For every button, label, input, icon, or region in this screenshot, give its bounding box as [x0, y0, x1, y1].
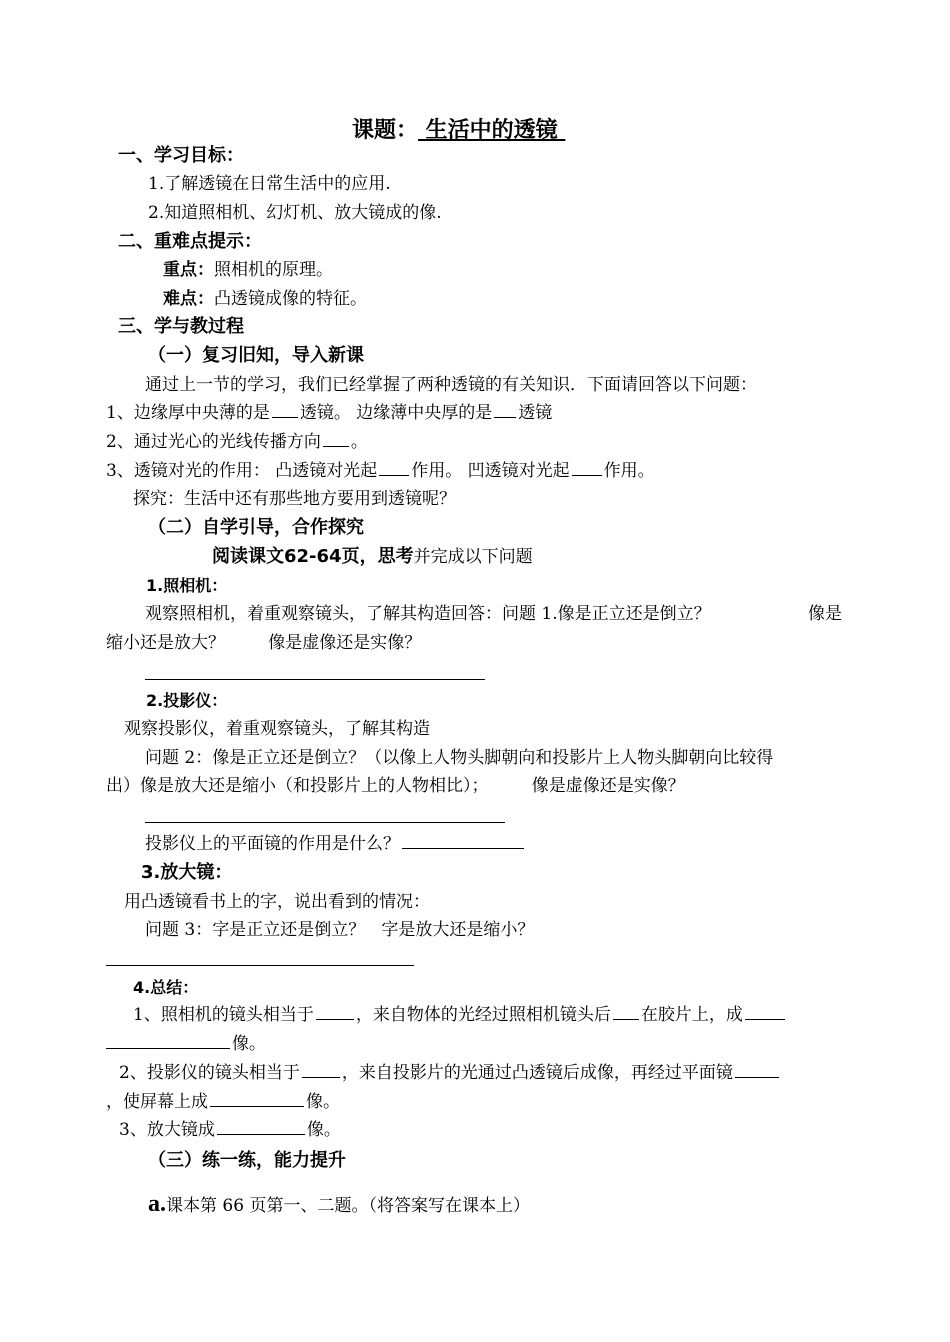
s3-text-b: 像。 [306, 1120, 341, 1140]
s2-blank-1[interactable] [302, 1062, 340, 1078]
projector-mirror-question [145, 833, 526, 855]
section-2-heading: 二、重难点提示： [118, 231, 262, 252]
q3-text-c: 作用。 [603, 461, 655, 481]
key-point-text: 照相机的原理。 [214, 260, 333, 280]
practice-item-marker: a. [148, 1191, 166, 1217]
camera-line-1-end: 像是 [808, 604, 842, 624]
review-question-1 [106, 402, 552, 424]
s2-text-d: 像。 [306, 1092, 340, 1112]
title-name: 生活中的透镜 [418, 117, 566, 143]
s1-blank-1[interactable] [316, 1004, 354, 1020]
projector-heading: 2.投影仪： [146, 691, 228, 710]
s1-text-b: ，来自物体的光经过照相机镜头后 [355, 1005, 611, 1025]
explore-question: 探究：生活中还有那些地方要用到透镜呢？ [133, 489, 456, 509]
difficult-point-text: 凸透镜成像的特征。 [214, 289, 367, 309]
key-point [163, 259, 333, 281]
projector-line-3: 出）像是放大还是缩小（和投影片上的人物相比）； 像是虚像还是实像？ [106, 776, 685, 796]
q1-text-b: 透镜。 边缘薄中央厚的是 [299, 403, 493, 423]
difficult-point [163, 288, 367, 310]
title-prefix: 课题： [352, 117, 419, 143]
summary-item-1 [133, 1004, 787, 1026]
s1-blank-2[interactable] [613, 1004, 639, 1020]
review-question-2 [106, 431, 368, 453]
objective-1: 1.了解透镜在日常生活中的应用. [148, 174, 391, 194]
reading-rest: 并完成以下问题 [413, 547, 533, 567]
objective-2: 2.知道照相机、幻灯机、放大镜成的像. [148, 203, 442, 223]
q2-text-b: 。 [350, 432, 368, 452]
summary-item-3 [119, 1119, 341, 1141]
projector-line-1: 观察投影仪，着重观察镜头，了解其构造 [124, 719, 430, 739]
page-title [352, 116, 565, 144]
camera-answer-line[interactable] [145, 679, 485, 680]
q1-blank-1[interactable] [272, 402, 298, 418]
magnifier-line-1: 用凸透镜看书上的字，说出看到的情况： [124, 892, 430, 912]
q3-blank-1[interactable] [379, 460, 409, 476]
mirror-question-text: 投影仪上的平面镜的作用是什么？ [145, 834, 400, 854]
magnifier-heading: 3.放大镜： [141, 862, 233, 883]
section-1-heading: 一、学习目标： [118, 145, 244, 166]
difficult-point-label: 难点： [163, 289, 214, 309]
review-question-3 [106, 460, 655, 482]
q2-text-a: 2、通过光心的光线传播方向 [106, 432, 321, 452]
camera-line-2: 缩小还是放大？ 像是虚像还是实像？ [106, 633, 422, 653]
mirror-answer-blank[interactable] [402, 833, 524, 849]
reading-bold: 阅读课文62-64页，思考 [212, 546, 414, 567]
s1-text-c: 在胶片上，成 [640, 1005, 743, 1025]
summary-heading: 4.总结： [133, 978, 199, 997]
part-3-heading: （三）练一练，能力提升 [148, 1150, 346, 1171]
s1-blank-3[interactable] [745, 1004, 785, 1020]
s3-text-a: 3、放大镜成 [119, 1120, 215, 1140]
part-2-heading: （二）自学引导，合作探究 [148, 517, 364, 538]
q3-text-b: 作用。 凹透镜对光起 [411, 461, 570, 481]
s2-blank-2[interactable] [735, 1062, 779, 1078]
s2-text-b: ，来自投影片的光通过凸透镜后成像，再经过平面镜 [341, 1063, 733, 1083]
q1-text-a: 1、边缘厚中央薄的是 [106, 403, 270, 423]
practice-item [148, 1190, 530, 1220]
q2-blank[interactable] [323, 431, 349, 447]
magnifier-line-2: 问题 3：字是正立还是倒立？ 字是放大还是缩小？ [145, 920, 535, 940]
part-1-heading: （一）复习旧知，导入新课 [148, 345, 364, 366]
q3-text-a: 3、透镜对光的作用： 凸透镜对光起 [106, 461, 378, 481]
magnifier-answer-line[interactable] [106, 965, 414, 966]
s2-text-c: ，使屏幕上成 [106, 1092, 208, 1112]
section-3-heading: 三、学与教过程 [118, 316, 244, 337]
summary-item-1-cont [106, 1033, 266, 1055]
s2-blank-3[interactable] [210, 1091, 304, 1107]
camera-line-1: 观察照相机，着重观察镜头，了解其构造回答：问题 1.像是正立还是倒立？ [145, 604, 711, 624]
summary-item-2-cont [106, 1091, 340, 1113]
practice-item-text: 课本第 66 页第一、二题。（将答案写在课本上） [166, 1196, 530, 1216]
summary-item-2 [119, 1062, 781, 1084]
reading-instruction [212, 546, 533, 568]
s2-text-a: 2、投影仪的镜头相当于 [119, 1063, 300, 1083]
s1-blank-4[interactable] [106, 1033, 230, 1049]
s3-blank[interactable] [217, 1119, 305, 1135]
q1-text-c: 透镜 [518, 403, 553, 423]
review-intro: 通过上一节的学习，我们已经掌握了两种透镜的有关知识．下面请回答以下问题： [145, 375, 757, 395]
camera-heading: 1.照相机： [146, 576, 228, 595]
projector-line-2: 问题 2：像是正立还是倒立？（以像上人物头脚朝向和投影片上人物头脚朝向比较得 [145, 748, 774, 768]
projector-answer-line[interactable] [145, 822, 505, 823]
key-point-label: 重点： [163, 260, 214, 280]
s1-text-d: 像。 [232, 1034, 266, 1054]
s1-text-a: 1、照相机的镜头相当于 [133, 1005, 314, 1025]
q1-blank-2[interactable] [494, 402, 516, 418]
q3-blank-2[interactable] [572, 460, 602, 476]
